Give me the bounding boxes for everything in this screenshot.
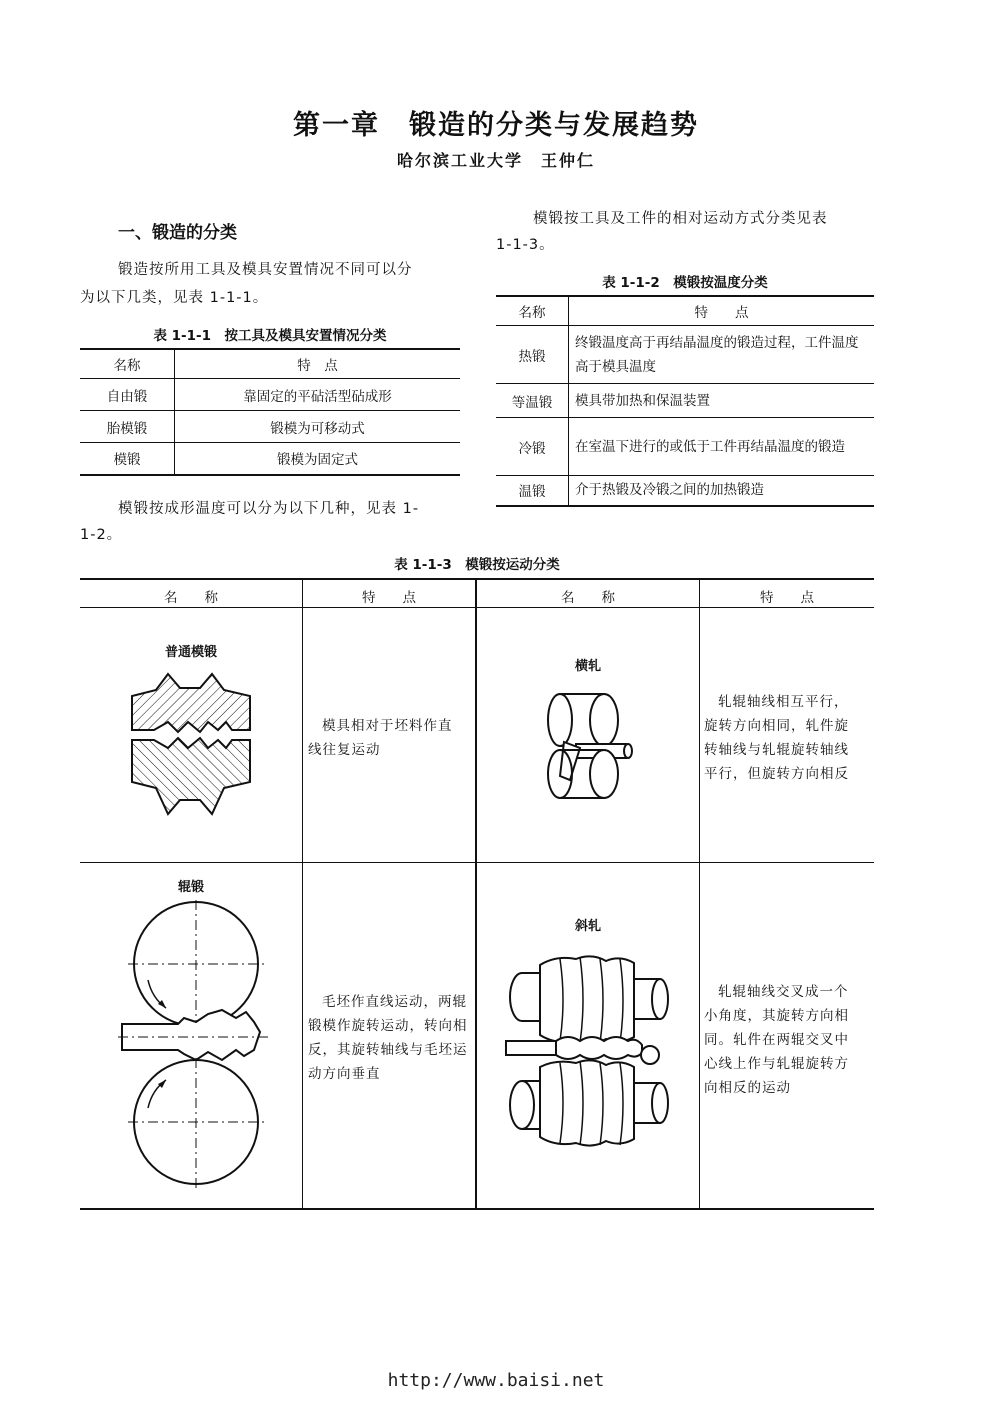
paragraph-line: 锻造按所用工具及模具安置情况不同可以分 [118,262,413,278]
feature-line: 向相反的运动 [704,1080,791,1096]
feature-line: 动方向垂直 [308,1066,381,1082]
table3-vrule [302,580,303,1208]
figure-label-cross-rolling: 横轧 [574,659,601,674]
table1-cell: 自由锻 [80,379,175,411]
feature-line: 锻模作旋转运动，转向相 [308,1018,468,1034]
paragraph-motion-cont [496,230,555,260]
table1-cell: 胎模锻 [80,411,175,443]
table2-cell: 冷锻 [496,418,569,476]
feature-line: 模具相对于坯料作直 [322,718,453,734]
feature-text-skew-rolling [704,980,849,1100]
paragraph-motion [533,204,828,234]
paragraph-line: 为以下几类，见表 1-1-1。 [80,290,269,306]
paragraph-line: 模锻按成形温度可以分为以下几种，见表 1- [118,501,420,517]
table2-cell: 终锻温度高于再结晶温度的锻造过程，工件温度高于模具温度 [569,326,875,384]
chapter-title: 第一章 锻造的分类与发展趋势 [293,110,699,141]
feature-line: 旋转方向相同，轧件旋 [704,718,849,734]
feature-line: 平行，但旋转方向相反 [704,766,849,782]
paragraph-line: 1-2。 [80,527,123,543]
table3-bottom-rule [80,1208,874,1210]
table2-cell: 热锻 [496,326,569,384]
paragraph-temp [118,494,419,524]
author-line: 哈尔滨工业大学 王仲仁 [396,151,595,170]
roll-forging-diagram [118,900,278,1195]
feature-line: 反，其旋转轴线与毛坯运 [308,1042,468,1058]
table3-header: 名 称 [561,590,615,606]
feature-line: 轧辊轴线交叉成一个 [718,984,849,1000]
figure-label-skew-rolling: 斜轧 [574,919,601,934]
table1-header-feature: 特 点 [175,349,461,379]
feature-text-cross-rolling [704,690,849,786]
feature-text-die-forging [308,714,453,762]
feature-line: 同。轧件在两辊交叉中 [704,1032,849,1048]
paragraph-line: 1-1-3。 [496,237,555,253]
table3-header: 特 点 [760,590,814,606]
table2-cell: 在室温下进行的或低于工件再结晶温度的锻造 [569,418,875,476]
table3-vrule-mid [475,580,477,1208]
table1-cell: 模锻 [80,443,175,475]
paragraph-temp-cont [80,520,122,550]
table2-cell: 模具带加热和保温装置 [569,384,875,418]
table1-cell: 锻模为固定式 [175,443,461,475]
table3-caption: 表 1-1-3 模锻按运动分类 [394,557,560,573]
feature-line: 轧辊轴线相互平行， [718,694,849,710]
table3-vrule [699,580,700,1208]
table2-cell: 介于热锻及冷锻之间的加热锻造 [569,476,875,506]
table3-header: 特 点 [362,590,416,606]
footer-url: http://www.baisi.net [387,1370,605,1391]
paragraph-intro-cont [80,283,268,313]
table3-top-rule [80,578,874,580]
table2-cell: 温锻 [496,476,569,506]
table3-row-rule [80,862,874,863]
table1-cell: 靠固定的平砧活型砧成形 [175,379,461,411]
table2-header-name: 名称 [496,296,569,326]
table1 [80,348,460,476]
paragraph-intro [118,255,413,285]
feature-text-roll-forging [308,990,468,1086]
feature-line: 转轴线与轧辊旋转轴线 [704,742,849,758]
figure-label-roll-forging: 辊锻 [177,880,204,895]
table3-header: 名 称 [164,590,218,606]
cross-rolling-diagram [540,688,640,803]
figure-label-die-forging: 普通模锻 [164,645,217,660]
table1-header-name: 名称 [80,349,175,379]
table1-cell: 锻模为可移动式 [175,411,461,443]
feature-line: 小角度，其旋转方向相 [704,1008,849,1024]
table2-caption: 表 1-1-2 模锻按温度分类 [602,275,768,291]
feature-line: 毛坯作直线运动，两辊 [322,994,467,1010]
die-forging-diagram [128,670,252,818]
feature-line: 线往复运动 [308,742,381,758]
table2-cell: 等温锻 [496,384,569,418]
feature-line: 心线上作与轧辊旋转方 [704,1056,849,1072]
skew-rolling-diagram [496,945,692,1150]
table3-header-rule [80,607,874,608]
table2-header-feature: 特 点 [569,296,875,326]
section-heading: 一、锻造的分类 [118,223,237,243]
paragraph-line: 模锻按工具及工件的相对运动方式分类见表 [533,211,828,227]
table2 [496,295,874,507]
table1-caption: 表 1-1-1 按工具及模具安置情况分类 [153,328,387,344]
